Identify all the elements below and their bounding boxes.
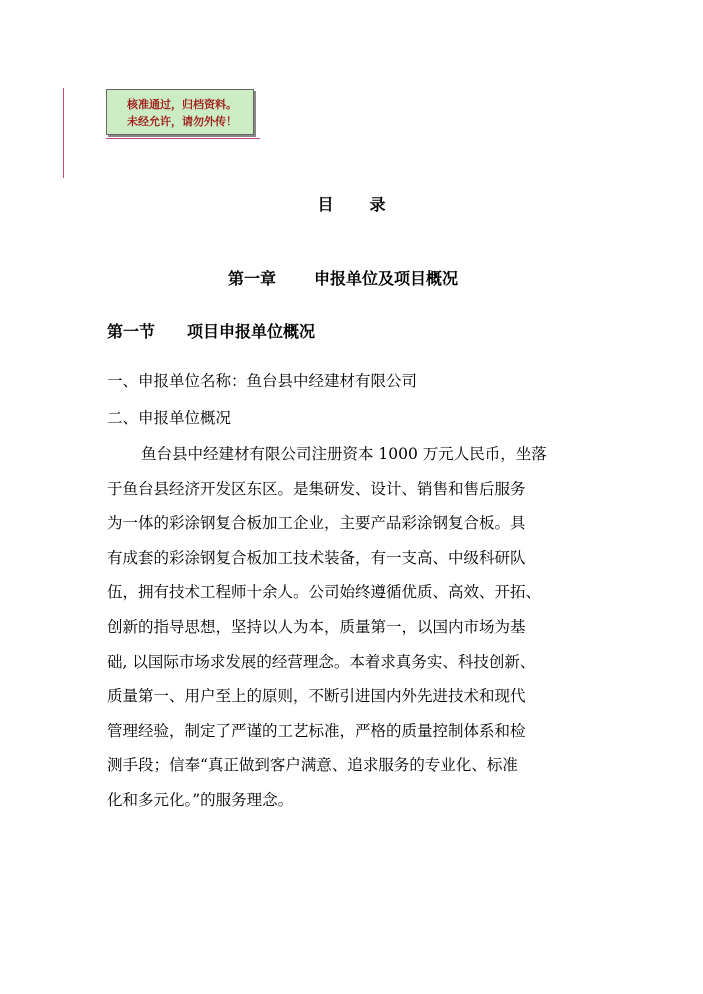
approval-stamp [106, 89, 254, 135]
paragraph-line: 为一体的彩涂钢复合板加工企业，主要产品彩涂钢复合板。具 [107, 514, 526, 533]
chapter-heading [228, 266, 458, 289]
toc-title-char-1: 目 [317, 195, 334, 214]
toc-title [0, 192, 703, 215]
stamp-underline [106, 138, 260, 139]
paragraph-line: 管理经验，制定了严谨的工艺标准，严格的质量控制体系和检 [107, 721, 526, 740]
paragraph-line: 于鱼台县经济开发区东区。是集研发、设计、销售和售后服务 [107, 479, 526, 498]
paragraph-line: 伍，拥有技术工程师十余人。公司始终遵循优质、高效、开拓、 [107, 583, 542, 602]
paragraph-line: 有成套的彩涂钢复合板加工技术装备，有一支高、中级科研队 [107, 548, 526, 567]
stamp-line-2: 未经允许，请勿外传！ [127, 115, 237, 128]
stamp-line-1: 核准通过，归档资料。 [127, 98, 237, 111]
paragraph-line: 鱼台县中经建材有限公司注册资本 1000 万元人民币，坐落 [141, 445, 547, 463]
section-heading [107, 319, 315, 342]
item-unit-name: 一、申报单位名称：鱼台县中经建材有限公司 [107, 372, 418, 390]
paragraph-line: 质量第一、用户至上的原则，不断引进国内外先进技术和现代 [107, 687, 526, 706]
toc-title-char-2: 录 [369, 195, 386, 214]
paragraph-line: 础, 以国际市场求发展的经营理念。本着求真务实、科技创新、 [107, 652, 536, 671]
margin-line [63, 88, 64, 178]
section-title: 项目申报单位概况 [187, 322, 316, 341]
overview-paragraph [107, 437, 607, 818]
paragraph-line: 创新的指导思想，坚持以人为本，质量第一，以国内市场为基 [107, 617, 526, 636]
item-unit-overview: 二、申报单位概况 [107, 409, 232, 427]
section-number: 第一节 [107, 322, 156, 341]
paragraph-line: 测手段；信奉“真正做到客户满意、追求服务的专业化、标准 [107, 756, 518, 775]
paragraph-line: 化和多元化。”的服务理念。 [107, 790, 294, 809]
chapter-title: 申报单位及项目概况 [314, 269, 459, 288]
chapter-number: 第一章 [228, 269, 277, 288]
